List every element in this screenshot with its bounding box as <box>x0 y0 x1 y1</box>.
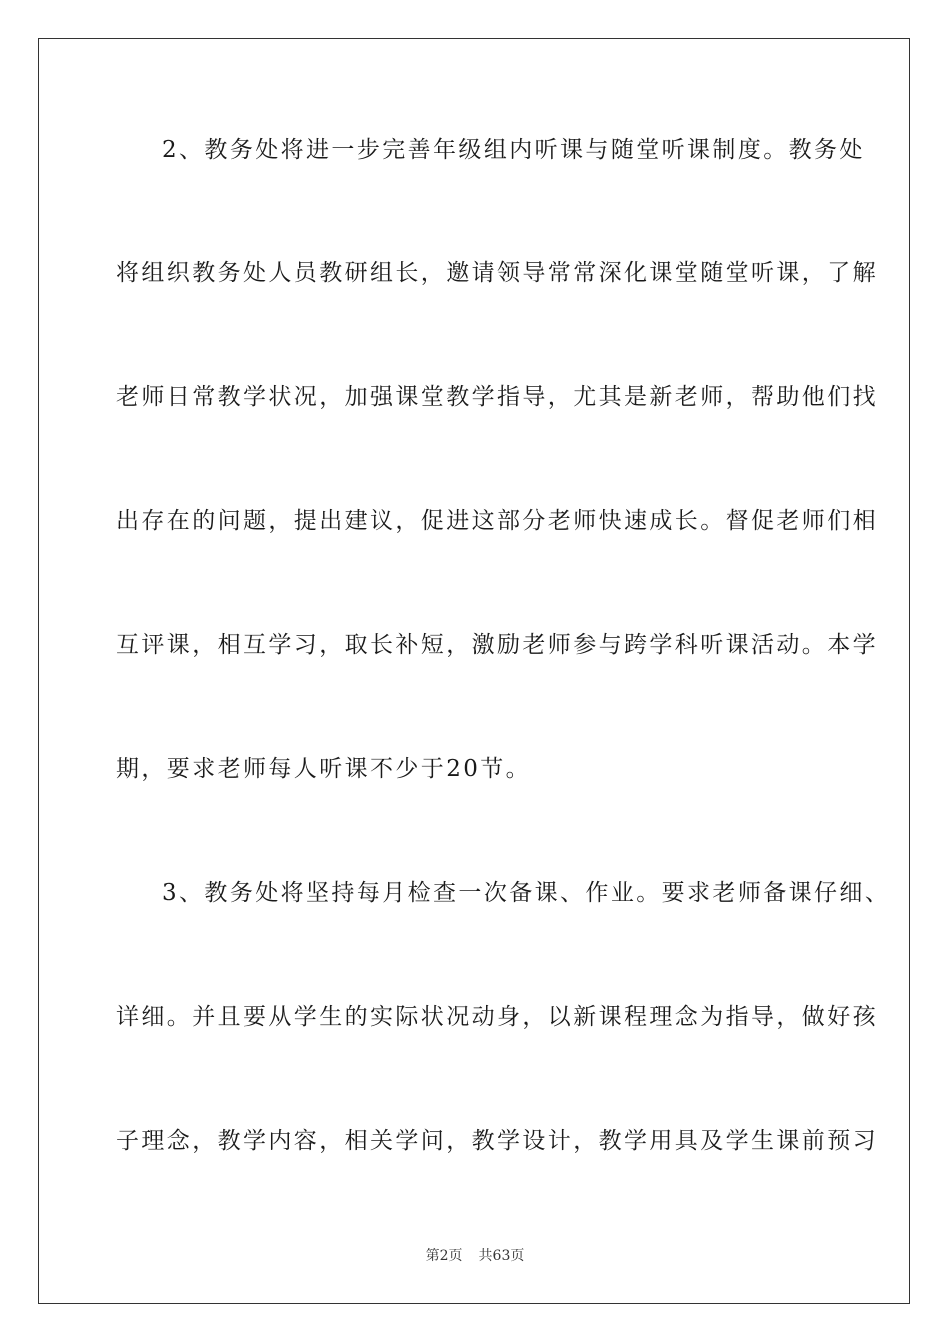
paragraph-2-line-4: 出存在的问题，提出建议，促进这部分老师快速成长。督促老师们相 <box>116 508 878 534</box>
paragraph-3-line-1: 3、教务处将坚持每月检查一次备课、作业。要求老师备课仔细、 <box>162 880 891 906</box>
page-footer <box>0 1246 950 1266</box>
paragraph-2-line-5: 互评课，相互学习，取长补短，激励老师参与跨学科听课活动。本学 <box>116 632 878 658</box>
paragraph-3-line-2: 详细。并且要从学生的实际状况动身，以新课程理念为指导，做好孩 <box>116 1004 878 1030</box>
paragraph-2-line-2: 将组织教务处人员教研组长，邀请领导常常深化课堂随堂听课，了解 <box>116 260 878 286</box>
paragraph-3-line-3: 子理念，教学内容，相关学问，教学设计，教学用具及学生课前预习 <box>116 1128 878 1154</box>
paragraph-2-line-6: 期，要求老师每人听课不少于20节。 <box>116 756 532 782</box>
page-total: 共63页 <box>478 1248 525 1264</box>
paragraph-2-line-1: 2、教务处将进一步完善年级组内听课与随堂听课制度。教务处 <box>162 137 865 163</box>
page-number: 第2页 <box>425 1248 463 1264</box>
paragraph-2-line-3: 老师日常教学状况，加强课堂教学指导，尤其是新老师，帮助他们找 <box>116 384 878 410</box>
page-border <box>38 38 910 1304</box>
